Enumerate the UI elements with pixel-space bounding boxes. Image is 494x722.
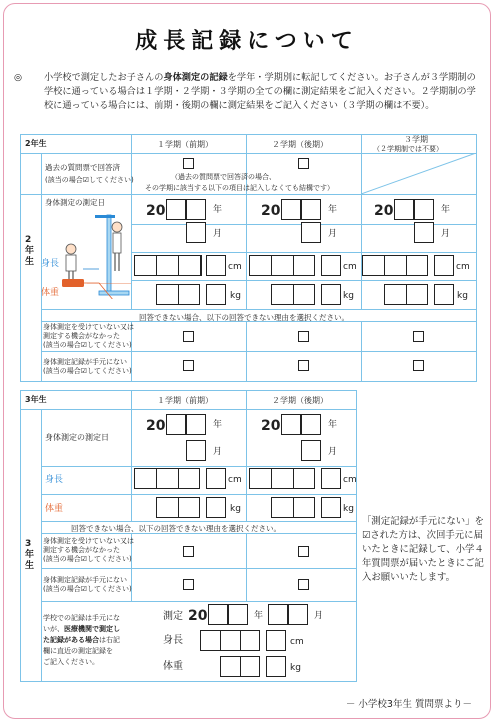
grade3-term2-height-int[interactable] xyxy=(249,468,315,489)
grade2-term2-no-record-checkbox[interactable] xyxy=(298,360,309,371)
grade3-term1-month-box[interactable] xyxy=(186,440,206,461)
grade2-reason-heading: 回答できない場合、以下の回答できない理由を選択ください。 xyxy=(139,313,349,322)
grade2-term1-year-unit: 年 xyxy=(213,205,223,215)
grade2-term2-height-int[interactable] xyxy=(249,255,315,276)
past-note-1: （過去の質問票で回答済の場合、 xyxy=(171,173,276,181)
grade3-term2-no-measure-checkbox[interactable] xyxy=(298,546,309,557)
intro-text-2: を学年・学期別に転記してください。お子さんが３学期制の学校に通っている場合は１学期・２学期・３学期の全ての欄に測定結果をご記入ください。２学期制の学校に通っている場合には、前期・後期の欄に測定結果をご記入ください（３学期の欄は不要）。 xyxy=(44,72,476,111)
grade2-term1-month-box[interactable] xyxy=(186,222,206,243)
grade2-term1-month-unit: 月 xyxy=(213,229,223,239)
grade3-reason1 xyxy=(43,537,134,564)
grade2-reason2-line2: (該当の場合☑してください) xyxy=(43,367,132,375)
past-answer-label: 過去の質問票で回答済 xyxy=(45,163,120,172)
grade2-term1-cm-unit: cm xyxy=(228,262,242,272)
side-note: 「測定記録が手元にない」を☑された方は、次回手元に届いたときに記録して、小学４年質問票が届いたときにご記入お願いいたします。 xyxy=(362,516,484,583)
medical-year-unit: 年 xyxy=(254,611,264,621)
grade3-term2-year-digit1[interactable] xyxy=(281,414,301,435)
grade2-term2-no-measure-checkbox[interactable] xyxy=(298,331,309,342)
grade2-term1-height-decimal[interactable] xyxy=(206,255,226,276)
grade2-term2-past-checkbox[interactable] xyxy=(298,158,309,169)
grade2-term2-height-decimal[interactable] xyxy=(321,255,341,276)
medical-height-int[interactable] xyxy=(200,630,260,651)
grade2-col1-header: １学期（前期） xyxy=(157,140,213,149)
medical-weight-decimal[interactable] xyxy=(266,656,286,677)
grade2-term2-year-unit: 年 xyxy=(328,205,338,215)
grade2-reason1-line1: 身体測定を受けていない又は xyxy=(43,323,134,331)
grade3-col1-header: １学期（前期） xyxy=(157,396,213,405)
grade2-term3-year-digit2[interactable] xyxy=(414,199,434,220)
grade2-term3-month-box[interactable] xyxy=(414,222,434,243)
footer-source: － 小学校3年生 質問票より－ xyxy=(345,699,472,710)
grade2-term3-year-digit1[interactable] xyxy=(394,199,414,220)
grade2-term3-year-unit: 年 xyxy=(441,205,451,215)
medical-year-digit2[interactable] xyxy=(228,604,248,625)
grade3-date-label: 身体測定の測定日 xyxy=(45,433,109,442)
grade3-reason1-line3: (該当の場合☑してください) xyxy=(43,555,132,563)
grade3-term1-kg-unit: kg xyxy=(230,504,241,514)
grade3-term1-height-decimal[interactable] xyxy=(206,468,226,489)
grade3-side-label: 3年生 xyxy=(25,539,35,571)
grade3-reason-heading: 回答できない場合、以下の回答できない理由を選択ください。 xyxy=(71,524,281,533)
grade3-term1-cm-unit: cm xyxy=(228,475,242,485)
grade2-term3-year-prefix: 20 xyxy=(374,203,394,219)
grade3-term1-month-unit: 月 xyxy=(213,447,223,457)
grade3-term2-cm-unit: cm xyxy=(343,475,357,485)
grade3-term1-year-digit2[interactable] xyxy=(186,414,206,435)
grade2-term3-month-unit: 月 xyxy=(441,229,451,239)
grade2-term3-height-decimal[interactable] xyxy=(434,255,454,276)
grade3-term2-weight-decimal[interactable] xyxy=(321,497,341,518)
grade3-term1-year-prefix: 20 xyxy=(146,418,166,434)
grade2-col3-header: ３学期 xyxy=(404,135,428,144)
medical-measure-label: 測定 xyxy=(163,611,183,622)
intro-text-1: 小学校で測定したお子さんの xyxy=(44,72,164,83)
medical-note-line4: 欄に直近の測定記録を xyxy=(43,647,113,655)
grade2-term2-month-box[interactable] xyxy=(301,222,321,243)
past-note-2: その学期に該当する以下の項目は記入しなくても結構です） xyxy=(145,184,334,192)
grade2-reason2-line1: 身体測定記録が手元にない xyxy=(43,358,127,366)
medical-year-prefix: 20 xyxy=(188,608,208,624)
grade2-term3-height-int[interactable] xyxy=(362,255,428,276)
grade3-reason2-line1: 身体測定記録が手元にない xyxy=(43,576,127,584)
grade3-term1-no-measure-checkbox[interactable] xyxy=(183,546,194,557)
grade2-side-label: 2年生 xyxy=(25,235,35,267)
grade2-reason1 xyxy=(43,323,134,350)
grade2-date-label: 身体測定の測定日 xyxy=(45,198,105,207)
grade3-term2-no-record-checkbox[interactable] xyxy=(298,579,309,590)
grade3-term2-year-prefix: 20 xyxy=(261,418,281,434)
grade2-term3-no-measure-checkbox[interactable] xyxy=(413,331,424,342)
grade2-term2-year-digit2[interactable] xyxy=(301,199,321,220)
past-answer-sub: (該当の場合☑してください) xyxy=(45,176,134,184)
grade3-term1-height-int[interactable] xyxy=(134,468,200,489)
not-applicable-diagonal xyxy=(361,153,477,195)
medical-month-digit1[interactable] xyxy=(268,604,288,625)
grade2-term2-cm-unit: cm xyxy=(343,262,357,272)
grade3-reason1-line1: 身体測定を受けていない又は xyxy=(43,537,134,545)
grade2-term1-kg-unit: kg xyxy=(230,291,241,301)
grade3-head-label: 3年生 xyxy=(25,395,47,404)
medical-kg-unit: kg xyxy=(290,663,301,673)
grade3-term2-month-box[interactable] xyxy=(301,440,321,461)
medical-height-label: 身長 xyxy=(163,635,183,646)
grade2-term3-no-record-checkbox[interactable] xyxy=(413,360,424,371)
intro-text-bold: 身体測定の記録 xyxy=(163,72,228,83)
medical-note-line5: ご記入ください。 xyxy=(43,658,99,666)
grade3-term2-year-digit2[interactable] xyxy=(301,414,321,435)
grade3-term2-month-unit: 月 xyxy=(328,447,338,457)
grade2-term1-no-measure-checkbox[interactable] xyxy=(183,331,194,342)
grade3-term1-no-record-checkbox[interactable] xyxy=(183,579,194,590)
grade3-reason2 xyxy=(43,576,132,594)
grade3-col2-header: ２学期（後期） xyxy=(272,396,328,405)
grade2-term1-year-digit1[interactable] xyxy=(166,199,186,220)
grade3-term1-year-unit: 年 xyxy=(213,420,223,430)
grade2-reason1-line2: 測定する機会がなかった xyxy=(43,332,120,340)
medical-note-line3a: た記録がある場合 xyxy=(43,636,99,644)
grade2-term1-past-checkbox[interactable] xyxy=(183,158,194,169)
grade2-term2-month-unit: 月 xyxy=(328,229,338,239)
grade3-term2-height-decimal[interactable] xyxy=(321,468,341,489)
grade3-reason2-line2: (該当の場合☑してください) xyxy=(43,585,132,593)
grade2-head-label: 2年生 xyxy=(25,139,47,148)
medical-year-digit1[interactable] xyxy=(208,604,228,625)
intro-mark: ◎ xyxy=(14,72,23,83)
grade2-reason1-line3: (該当の場合☑してください) xyxy=(43,341,132,349)
grade2-col2-header: ２学期（後期） xyxy=(272,140,328,149)
grade3-term2-year-unit: 年 xyxy=(328,420,338,430)
grade2-term2-year-digit1[interactable] xyxy=(281,199,301,220)
medical-note-line1: 学校での記録は手元にな xyxy=(43,614,120,622)
grade2-term1-no-record-checkbox[interactable] xyxy=(183,360,194,371)
grade3-term2-kg-unit: kg xyxy=(343,504,354,514)
grade3-term1-year-digit1[interactable] xyxy=(166,414,186,435)
medical-month-unit: 月 xyxy=(314,611,324,621)
grade2-reason2 xyxy=(43,358,132,376)
medical-note-line2b: 医療機関で測定し xyxy=(64,625,120,633)
medical-note-line3b: は右記 xyxy=(99,636,120,644)
grade2-term2-weight-decimal[interactable] xyxy=(321,284,341,305)
page-title: 成長記録について xyxy=(135,29,359,54)
grade2-col3-sub: （２学期制では不要） xyxy=(373,145,443,153)
grade3-height-label: 身長 xyxy=(45,475,64,485)
grade2-term2-kg-unit: kg xyxy=(343,291,354,301)
medical-cm-unit: cm xyxy=(290,637,304,647)
medical-height-decimal[interactable] xyxy=(266,630,286,651)
grade2-weight-label: 体重 xyxy=(41,288,60,298)
grade3-reason1-line2: 測定する機会がなかった xyxy=(43,546,120,554)
grade3-weight-label: 体重 xyxy=(45,504,64,514)
grade2-term3-kg-unit: kg xyxy=(457,291,468,301)
medical-weight-label: 体重 xyxy=(163,661,183,672)
grade3-term1-weight-decimal[interactable] xyxy=(206,497,226,518)
medical-month-digit2[interactable] xyxy=(288,604,308,625)
grade2-height-label: 身長 xyxy=(41,259,60,269)
medical-note-line2a: いが、 xyxy=(43,625,64,633)
grade2-term1-height-int[interactable] xyxy=(134,255,200,276)
intro-text xyxy=(14,71,484,113)
medical-record-note xyxy=(43,613,120,668)
grade2-term1-year-prefix: 20 xyxy=(146,203,166,219)
grade2-term2-year-prefix: 20 xyxy=(261,203,281,219)
grade2-term1-year-digit2[interactable] xyxy=(186,199,206,220)
grade2-term1-weight-decimal[interactable] xyxy=(206,284,226,305)
grade2-term3-cm-unit: cm xyxy=(456,262,470,272)
child-on-scale-illustration xyxy=(61,283,133,299)
grade2-term3-weight-decimal[interactable] xyxy=(434,284,454,305)
